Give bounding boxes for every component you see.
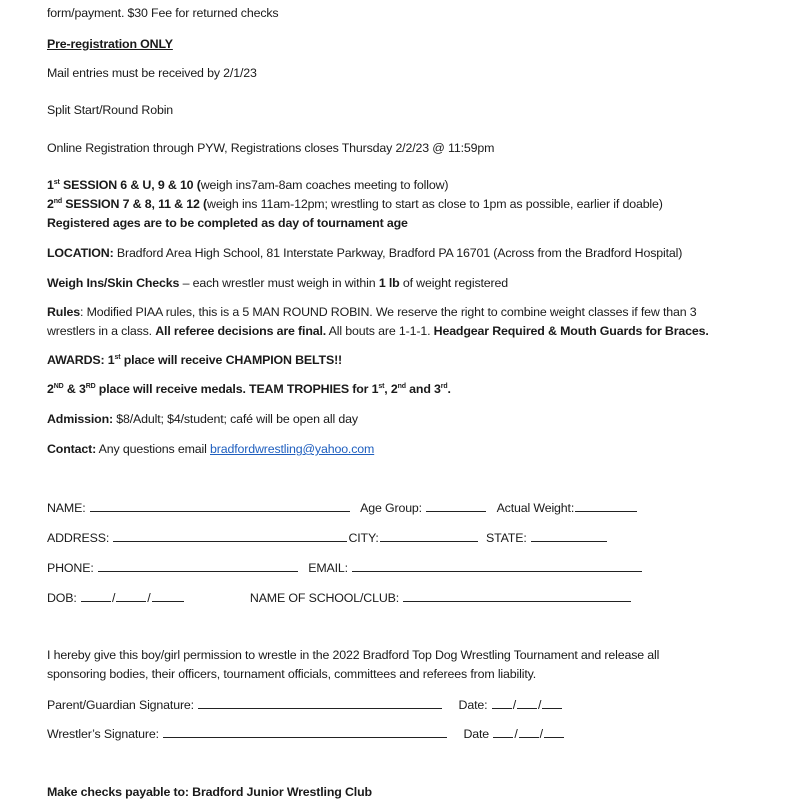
form-row-address xyxy=(47,530,608,545)
awards-champion-text: place will receive CHAMPION BELTS!! xyxy=(120,353,343,367)
wrestler-date-label: Date xyxy=(463,727,490,741)
wrestler-date-year[interactable] xyxy=(544,726,564,738)
school-club-field[interactable] xyxy=(403,590,631,602)
dob-month-field[interactable] xyxy=(81,590,111,602)
location-text: Bradford Area High School, 81 Interstate Parkway, Bradford PA 16701 (Across from the Bradford Hospital) xyxy=(113,246,683,260)
checks-payable xyxy=(47,785,372,799)
admission-label: Admission: xyxy=(47,412,113,426)
school-club-label: NAME OF SCHOOL/CLUB: xyxy=(249,591,400,605)
rules-line-1 xyxy=(47,305,697,319)
date-separator: / xyxy=(512,698,517,712)
preregistration-heading xyxy=(47,37,173,51)
session-2-ordinal: nd xyxy=(53,197,63,205)
awards-text: & 3 xyxy=(63,382,86,396)
tournament-format: Split Start/Round Robin xyxy=(47,103,174,117)
mail-deadline: Mail entries must be received by 2/1/23 xyxy=(47,66,257,80)
session-1-ordinal: st xyxy=(53,178,60,186)
dob-year-field[interactable] xyxy=(152,590,184,602)
session-2-details: weigh ins 11am-12pm; wrestling to start as close to 1pm as possible, earlier if doable) xyxy=(207,197,663,211)
weigh-ins-tolerance: 1 lb xyxy=(378,276,400,290)
wrestler-date-month[interactable] xyxy=(493,726,513,738)
referee-decisions: All referee decisions are final. xyxy=(155,324,327,338)
session-2-title: SESSION 7 & 8, 11 & 12 ( xyxy=(62,197,208,211)
form-row-dob xyxy=(47,590,632,605)
awards-text: , 2 xyxy=(384,382,398,396)
state-label: STATE: xyxy=(485,531,527,545)
phone-label: PHONE: xyxy=(47,561,94,575)
ages-note-text: Registered ages are to be completed as day of tournament age xyxy=(47,216,408,230)
state-field[interactable] xyxy=(531,530,607,542)
rules-line-2 xyxy=(47,324,709,338)
session-2-number: 2 xyxy=(47,197,54,211)
rules-text: : Modified PIAA rules, this is a 5 MAN ROUND ROBIN. We reserve the right to combine weight classes if few than 3 xyxy=(80,305,697,319)
age-group-field[interactable] xyxy=(426,500,486,512)
ordinal: ND xyxy=(53,382,64,390)
returned-check-fee: form/payment. $30 Fee for returned checks xyxy=(47,6,279,20)
date-separator: / xyxy=(539,727,543,741)
weigh-ins-text-end: of weight registered xyxy=(399,276,508,290)
wrestler-signature-label: Wrestler’s Signature: xyxy=(47,727,159,741)
location xyxy=(47,246,682,260)
ages-note xyxy=(47,216,408,230)
awards-text: place will receive medals. TEAM TROPHIES for 1 xyxy=(95,382,379,396)
form-row-phone xyxy=(47,560,643,575)
parent-date-year[interactable] xyxy=(542,697,562,709)
waiver-line-2: sponsoring bodies, their officers, tournament officials, committees and referees from liability. xyxy=(47,667,537,681)
parent-date-day[interactable] xyxy=(517,697,537,709)
ordinal: nd xyxy=(397,382,406,390)
contact-text: Any questions email xyxy=(96,442,210,456)
dob-day-field[interactable] xyxy=(116,590,146,602)
actual-weight-label: Actual Weight: xyxy=(496,501,575,515)
headgear-requirement: Headgear Required & Mouth Guards for Braces. xyxy=(433,324,709,338)
date-separator: / xyxy=(538,698,542,712)
name-field[interactable] xyxy=(90,500,350,512)
parent-date-month[interactable] xyxy=(492,697,512,709)
rules-text-2: wrestlers in a class. xyxy=(47,324,156,338)
dob-separator: / xyxy=(112,591,116,605)
email-label: EMAIL: xyxy=(308,561,348,575)
rules-label: Rules xyxy=(47,305,80,319)
awards-ordinal: st xyxy=(114,353,121,361)
weigh-ins-text: – each wrestler must weigh in within xyxy=(179,276,379,290)
contact-label: Contact: xyxy=(47,442,97,456)
parent-signature-label: Parent/Guardian Signature: xyxy=(47,698,194,712)
awards-label: AWARDS: 1 xyxy=(47,353,115,367)
dob-label: DOB: xyxy=(47,591,77,605)
dob-separator: / xyxy=(147,591,151,605)
wrestler-date-day[interactable] xyxy=(519,726,539,738)
contact-email-link[interactable]: bradfordwrestling@yahoo.com xyxy=(210,442,375,456)
session-1-title: SESSION 6 & U, 9 & 10 ( xyxy=(59,178,201,192)
name-label: NAME: xyxy=(47,501,86,515)
awards-line-2 xyxy=(47,382,451,396)
age-group-label: Age Group: xyxy=(360,501,422,515)
wrestler-signature-field[interactable] xyxy=(163,726,447,738)
phone-field[interactable] xyxy=(98,560,298,572)
waiver-line-1: I hereby give this boy/girl permission to wrestle in the 2022 Bradford Top Dog Wrestling Tournament and release all xyxy=(47,648,660,662)
city-label: CITY: xyxy=(348,531,379,545)
session-1-details: weigh ins7am-8am coaches meeting to follow) xyxy=(200,178,449,192)
bouts-text: All bouts are 1-1-1. xyxy=(326,324,434,338)
session-2 xyxy=(47,197,663,211)
wrestler-signature-row xyxy=(47,726,565,741)
parent-signature-field[interactable] xyxy=(198,697,442,709)
awards-line-1 xyxy=(47,353,342,367)
address-field[interactable] xyxy=(113,530,347,542)
email-field[interactable] xyxy=(352,560,642,572)
date-separator: / xyxy=(514,727,518,741)
awards-text: . xyxy=(447,382,451,396)
location-label: LOCATION: xyxy=(47,246,114,260)
online-registration: Online Registration through PYW, Registrations closes Thursday 2/2/23 @ 11:59pm xyxy=(47,141,495,155)
contact xyxy=(47,442,374,456)
awards-text: and 3 xyxy=(405,382,441,396)
ordinal: st xyxy=(378,382,385,390)
actual-weight-field[interactable] xyxy=(575,500,637,512)
session-1-number: 1 xyxy=(47,178,54,192)
address-label: ADDRESS: xyxy=(47,531,110,545)
ordinal: rd xyxy=(440,382,448,390)
city-field[interactable] xyxy=(380,530,478,542)
awards-text: 2 xyxy=(47,382,54,396)
parent-signature-row xyxy=(47,697,563,712)
ordinal: RD xyxy=(85,382,96,390)
preregistration-heading-text: Pre-registration ONLY xyxy=(47,37,173,51)
weigh-ins-label: Weigh Ins/Skin Checks xyxy=(47,276,180,290)
weigh-ins xyxy=(47,276,508,290)
session-1 xyxy=(47,178,448,192)
admission-text: $8/Adult; $4/student; café will be open all day xyxy=(112,412,358,426)
checks-payable-text: Make checks payable to: Bradford Junior Wrestling Club xyxy=(47,785,372,799)
admission xyxy=(47,412,358,426)
parent-date-label: Date: xyxy=(458,698,488,712)
form-row-name xyxy=(47,500,638,515)
